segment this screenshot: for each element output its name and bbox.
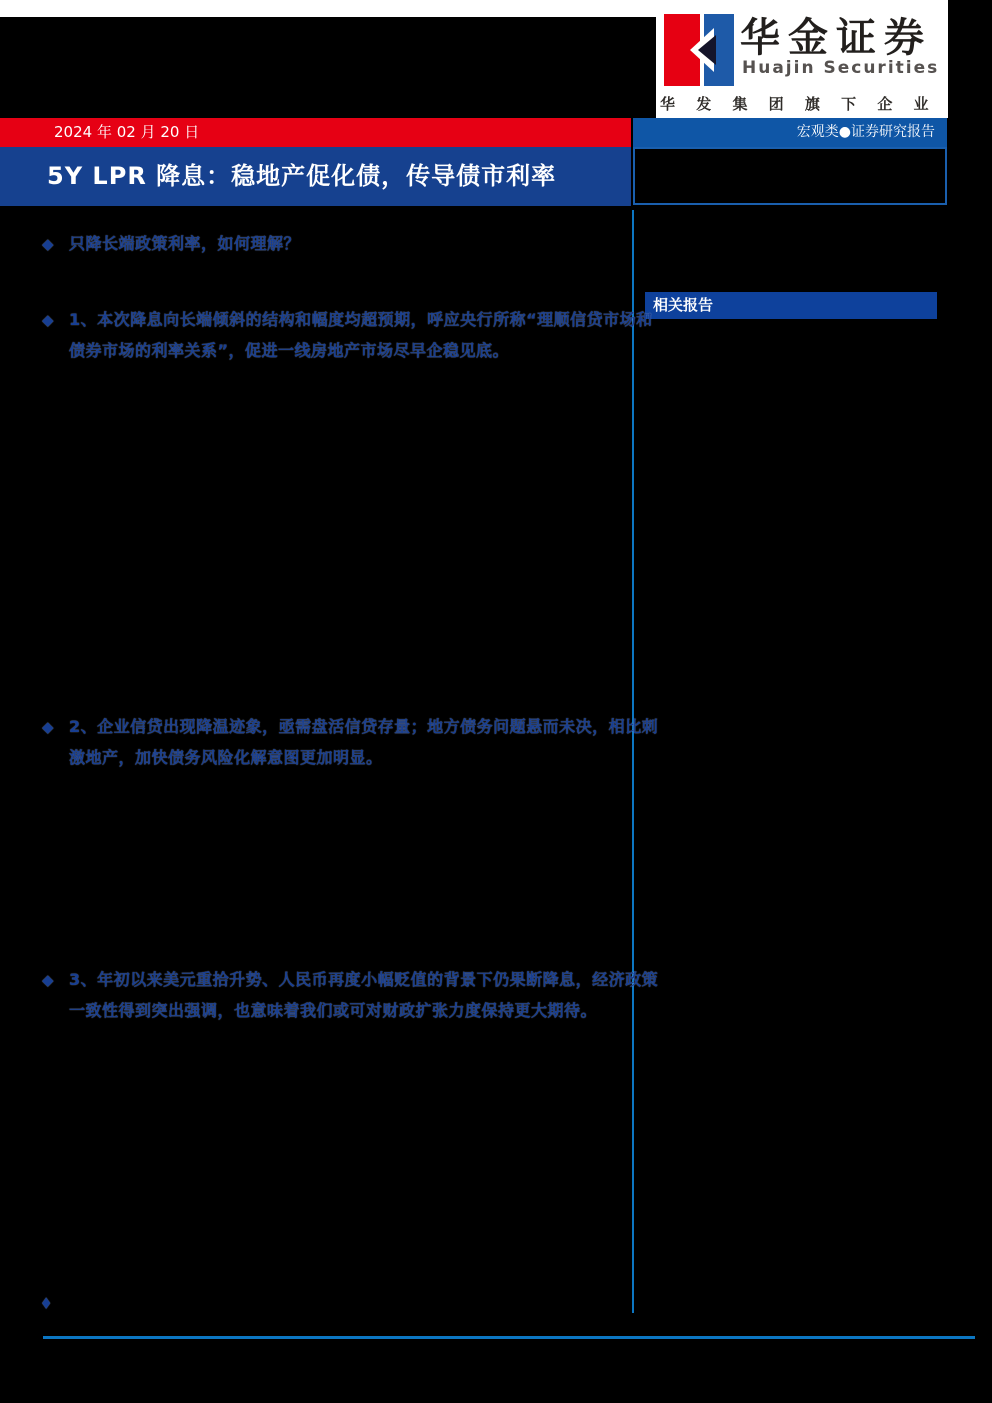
- title-bar: [0, 147, 631, 206]
- category-bar: [633, 118, 947, 147]
- date-bar: [0, 118, 631, 147]
- bullet-4-line-1: 3、年初以来美元重拾升势、人民币再度小幅贬值的背景下仍果断降息，经济政策: [69, 970, 659, 989]
- report-info-frame: [633, 147, 947, 205]
- logo-tagline: 华 发 集 团 旗 下 企 业: [660, 95, 937, 113]
- huajin-logo-mark: [664, 14, 734, 86]
- report-category: 宏观类●证券研究报告: [796, 124, 935, 140]
- bullet-diamond-icon: ◆: [42, 718, 54, 736]
- logo-name-cn: 华金证券: [740, 15, 932, 61]
- related-reports-bar: [645, 292, 937, 319]
- bottom-rule: [43, 1336, 975, 1339]
- bullet-diamond-icon: ◆: [42, 235, 54, 253]
- bullet-4-line-2: 一致性得到突出强调，也意味着我们或可对财政扩张力度保持更大期待。: [69, 1001, 598, 1020]
- bullet-diamond-icon: ◆: [42, 311, 54, 329]
- bullet-diamond-icon: ◆: [42, 971, 54, 989]
- bullet-2-line-1: 1、本次降息向长端倾斜的结构和幅度均超预期，呼应央行所称“理顺信贷市场和: [69, 310, 653, 329]
- bullet-3-line-2: 激地产，加快债务风险化解意图更加明显。: [69, 748, 383, 767]
- related-reports-label: 相关报告: [653, 296, 714, 314]
- bullet-2-line-2: 债券市场的利率关系”，促进一线房地产市场尽早企稳见底。: [69, 341, 510, 360]
- logo-arrow-icon: [698, 35, 716, 65]
- bullet-3-line-1: 2、企业信贷出现降温迹象，亟需盘活信贷存量；地方债务问题悬而未决，相比刺: [69, 717, 659, 736]
- bullet-diamond-icon: ◆: [42, 1293, 51, 1311]
- report-date: 2024 年 02 月 20 日: [54, 123, 200, 141]
- column-divider: [632, 210, 634, 1313]
- bullet-1-line-1: 只降长端政策利率，如何理解？: [69, 234, 301, 253]
- report-title: 5Y LPR 降息：稳地产促化债，传导债市利率: [47, 162, 557, 190]
- logo-name-en: Huajin Securities: [742, 58, 940, 78]
